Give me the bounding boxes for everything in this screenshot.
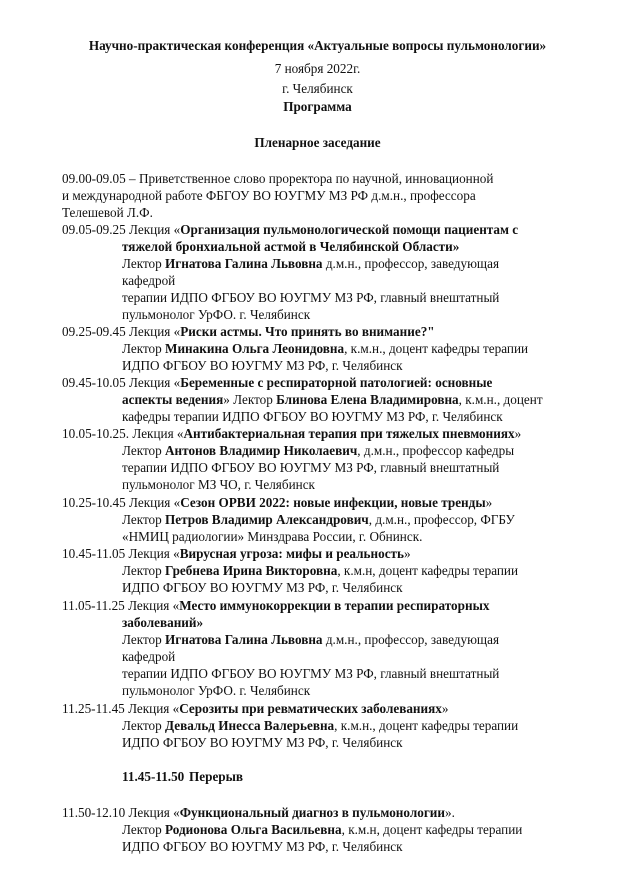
- item-time: 10.05-10.25.: [62, 426, 130, 441]
- item-time: 11.50-12.10: [62, 805, 126, 820]
- lecture-title: Функциональный диагноз в пульмонологии: [179, 805, 446, 820]
- agenda-item-8-lecturer: Лектор Девальд Инесса Валерьевна, к.м.н., доцент кафедры терапии: [122, 718, 519, 733]
- item-time: 10.25-10.45: [62, 495, 126, 510]
- affiliation-line: кафедрой: [122, 273, 176, 288]
- agenda-item-7-line-1: 11.05-11.25 Лекция «Место иммунокоррекции в терапии респираторных: [62, 598, 490, 613]
- agenda-item-5-line-1: 10.25-10.45 Лекция «Сезон ОРВИ 2022: новые инфекции, новые тренды»: [62, 495, 493, 510]
- lecturer-name: Петров Владимир Александрович: [165, 512, 369, 527]
- affiliation-line: терапии ИДПО ФГБОУ ВО ЮУГМУ МЗ РФ, главный внештатный: [122, 290, 500, 305]
- break-time: 11.45-11.50: [122, 769, 185, 784]
- lecture-title-cont: аспекты ведения: [122, 392, 224, 407]
- lecture-title: Место иммунокоррекции в терапии респираторных: [179, 598, 490, 613]
- item-time: 09.05-09.25: [62, 222, 126, 237]
- item-time: 09.45-10.05: [62, 375, 126, 390]
- affiliation-line: пульмонолог МЗ ЧО, г. Челябинск: [122, 477, 315, 492]
- agenda-item-4-line-1: 10.05-10.25. Лекция «Антибактериальная терапия при тяжелых пневмониях»: [62, 426, 522, 441]
- welcome-line-1: [62, 170, 622, 187]
- break-row: [122, 768, 622, 785]
- lecturer-name: Блинова Елена Владимировна: [276, 392, 459, 407]
- affiliation-line: пульмонолог УрФО. г. Челябинск: [122, 683, 311, 698]
- lecture-title: Организация пульмонологической помощи пациентам с: [180, 222, 519, 237]
- agenda-item-4-lecturer: Лектор Антонов Владимир Николаевич, д.м.н., профессор кафедры: [122, 443, 515, 458]
- agenda-item-2-line-1: 09.25-09.45 Лекция «Риски астмы. Что принять во внимание?": [62, 324, 435, 339]
- affiliation-line: пульмонолог УрФО. г. Челябинск: [122, 307, 311, 322]
- agenda-item-3-line-1: 09.45-10.05 Лекция «Беременные с респираторной патологией: основные: [62, 375, 493, 390]
- affiliation-line: кафедры терапии ИДПО ФГБОУ ВО ЮУГМУ МЗ РФ, г. Челябинск: [122, 409, 503, 424]
- agenda-item-7-line-2: заболеваний»: [122, 615, 204, 630]
- item-time: 10.45-11.05: [62, 546, 126, 561]
- lecturer-name: Антонов Владимир Николаевич: [165, 443, 358, 458]
- lecture-title-cont: заболеваний: [122, 615, 197, 630]
- affiliation-line: ИДПО ФГБОУ ВО ЮУГМУ МЗ РФ, г. Челябинск: [122, 839, 403, 854]
- affiliation-line: кафедрой: [122, 649, 176, 664]
- lecturer-name: Гребнева Ирина Викторовна: [165, 563, 338, 578]
- affiliation-line: ИДПО ФГБОУ ВО ЮУГМУ МЗ РФ, г. Челябинск: [122, 358, 403, 373]
- session-heading: Пленарное заседание: [254, 135, 381, 150]
- lecturer-name: Игнатова Галина Львовна: [165, 632, 323, 647]
- welcome-line-2: и международной работе ФБГОУ ВО ЮУГМУ МЗ РФ д.м.н., профессора: [62, 188, 476, 203]
- agenda-item-5-lecturer: Лектор Петров Владимир Александрович, д.м.н., профессор, ФГБУ: [122, 512, 515, 527]
- lecture-title: Антибактериальная терапия при тяжелых пневмониях: [183, 426, 515, 441]
- conference-city: г. Челябинск: [282, 81, 353, 96]
- item-time: 11.25-11.45: [62, 701, 125, 716]
- lecturer-name: Родионова Ольга Васильевна: [165, 822, 342, 837]
- lecturer-name: Игнатова Галина Львовна: [165, 256, 323, 271]
- lecture-title-cont: тяжелой бронхиальной астмой в Челябинской Области: [122, 239, 453, 254]
- agenda-item-2-lecturer: Лектор Минакина Ольга Леонидовна, к.м.н., доцент кафедры терапии: [122, 341, 529, 356]
- lecture-title: Серозиты при ревматических заболеваниях: [179, 701, 442, 716]
- lecture-title: Вирусная угроза: мифы и реальность: [179, 546, 405, 561]
- agenda-item-8-line-1: 11.25-11.45 Лекция «Серозиты при ревматических заболеваниях»: [62, 701, 449, 716]
- agenda-item-1-lecturer: Лектор Игнатова Галина Львовна д.м.н., профессор, заведующая: [122, 256, 500, 271]
- affiliation-line: «НМИЦ радиологии» Минздрава России, г. Обнинск.: [122, 529, 423, 544]
- lecturer-name: Девальд Инесса Валерьевна: [165, 718, 335, 733]
- affiliation-line: терапии ИДПО ФГБОУ ВО ЮУГМУ МЗ РФ, главный внештатный: [122, 666, 500, 681]
- agenda-item-6-line-1: 10.45-11.05 Лекция «Вирусная угроза: мифы и реальность»: [62, 546, 411, 561]
- conference-date: 7 ноября 2022г.: [274, 61, 361, 76]
- welcome-text-1: – Приветственное слово проректора по научной, инновационной: [125, 171, 494, 186]
- agenda-item-6-lecturer: Лектор Гребнева Ирина Викторовна, к.м.н, доцент кафедры терапии: [122, 563, 519, 578]
- lecturer-name: Минакина Ольга Леонидовна: [165, 341, 345, 356]
- item-time: 11.05-11.25: [62, 598, 125, 613]
- conference-title: Научно-практическая конференция «Актуальные вопросы пульмонологии»: [88, 38, 547, 53]
- agenda-item-9-line-1: 11.50-12.10 Лекция «Функциональный диагноз в пульмонологии».: [62, 805, 455, 820]
- break-label: Перерыв: [189, 769, 244, 784]
- lecture-title: Риски астмы. Что принять во внимание?": [180, 324, 435, 339]
- agenda-item-3-line-2: аспекты ведения» Лектор Блинова Елена Владимировна, к.м.н., доцент: [122, 392, 543, 407]
- agenda-item-1-line-1: 09.05-09.25 Лекция «Организация пульмонологической помощи пациентам с: [62, 222, 519, 237]
- agenda-item-1-line-2: тяжелой бронхиальной астмой в Челябинской Области»: [122, 239, 460, 254]
- affiliation-line: терапии ИДПО ФГБОУ ВО ЮУГМУ МЗ РФ, главный внештатный: [122, 460, 500, 475]
- agenda-item-9-lecturer: Лектор Родионова Ольга Васильевна, к.м.н, доцент кафедры терапии: [122, 822, 523, 837]
- welcome-time: 09.00-09.05: [62, 171, 126, 186]
- lecture-title: Сезон ОРВИ 2022: новые инфекции, новые тренды: [180, 495, 486, 510]
- program-heading: Программа: [283, 99, 352, 114]
- welcome-line-3: Телешевой Л.Ф.: [62, 205, 153, 220]
- affiliation-line: ИДПО ФГБОУ ВО ЮУГМУ МЗ РФ, г. Челябинск: [122, 735, 403, 750]
- affiliation-line: ИДПО ФГБОУ ВО ЮУГМУ МЗ РФ, г. Челябинск: [122, 580, 403, 595]
- agenda-item-7-lecturer: Лектор Игнатова Галина Львовна д.м.н., профессор, заведующая: [122, 632, 500, 647]
- lecture-title: Беременные с респираторной патологией: основные: [180, 375, 493, 390]
- item-time: 09.25-09.45: [62, 324, 126, 339]
